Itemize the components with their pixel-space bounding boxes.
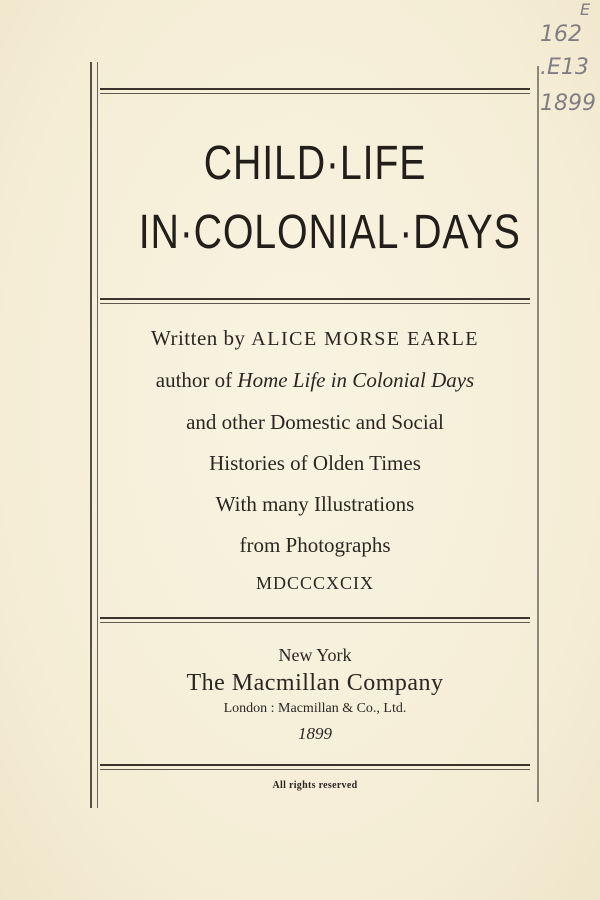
written-by-label: Written by [150, 326, 246, 350]
prior-work-title: Home Life in Colonial Days [237, 368, 475, 392]
imprint-london: London : Macmillan & Co., Ltd. [223, 701, 407, 716]
subtitle-line-5: With many Illustrations [215, 492, 415, 516]
title-line-2: IN·COLONIAL·DAYS [138, 206, 521, 259]
border-left-outer [90, 62, 92, 808]
border-right [537, 66, 539, 802]
author-line [100, 326, 530, 351]
author-name: ALICE MORSE EARLE [251, 328, 480, 350]
author-of-label: author of [155, 368, 233, 392]
imprint-publisher: The Macmillan Company [186, 670, 444, 696]
subtitle-line-3: and other Domestic and Social [186, 410, 444, 434]
roman-year: MDCCCXCIX [255, 573, 375, 593]
margin-note-3: .E13 [540, 55, 589, 80]
subtitle-line-6: from Photographs [239, 533, 391, 557]
imprint-year: 1899 [298, 724, 332, 743]
rule-below-title [100, 298, 530, 305]
title-line-1: CHILD·LIFE [203, 137, 427, 190]
rule-bottom [100, 764, 530, 771]
imprint-city: New York [278, 645, 352, 665]
subtitle-line-4: Histories of Olden Times [209, 451, 421, 475]
margin-note-4: 1899 [540, 91, 596, 116]
rule-above-imprint [100, 617, 530, 624]
rights-notice: All rights reserved [272, 780, 358, 791]
rule-top [100, 88, 530, 95]
border-left-inner [97, 62, 98, 808]
author-of-line [100, 368, 530, 393]
margin-note-1: E [580, 0, 591, 19]
margin-note-2: 162 [540, 22, 582, 47]
